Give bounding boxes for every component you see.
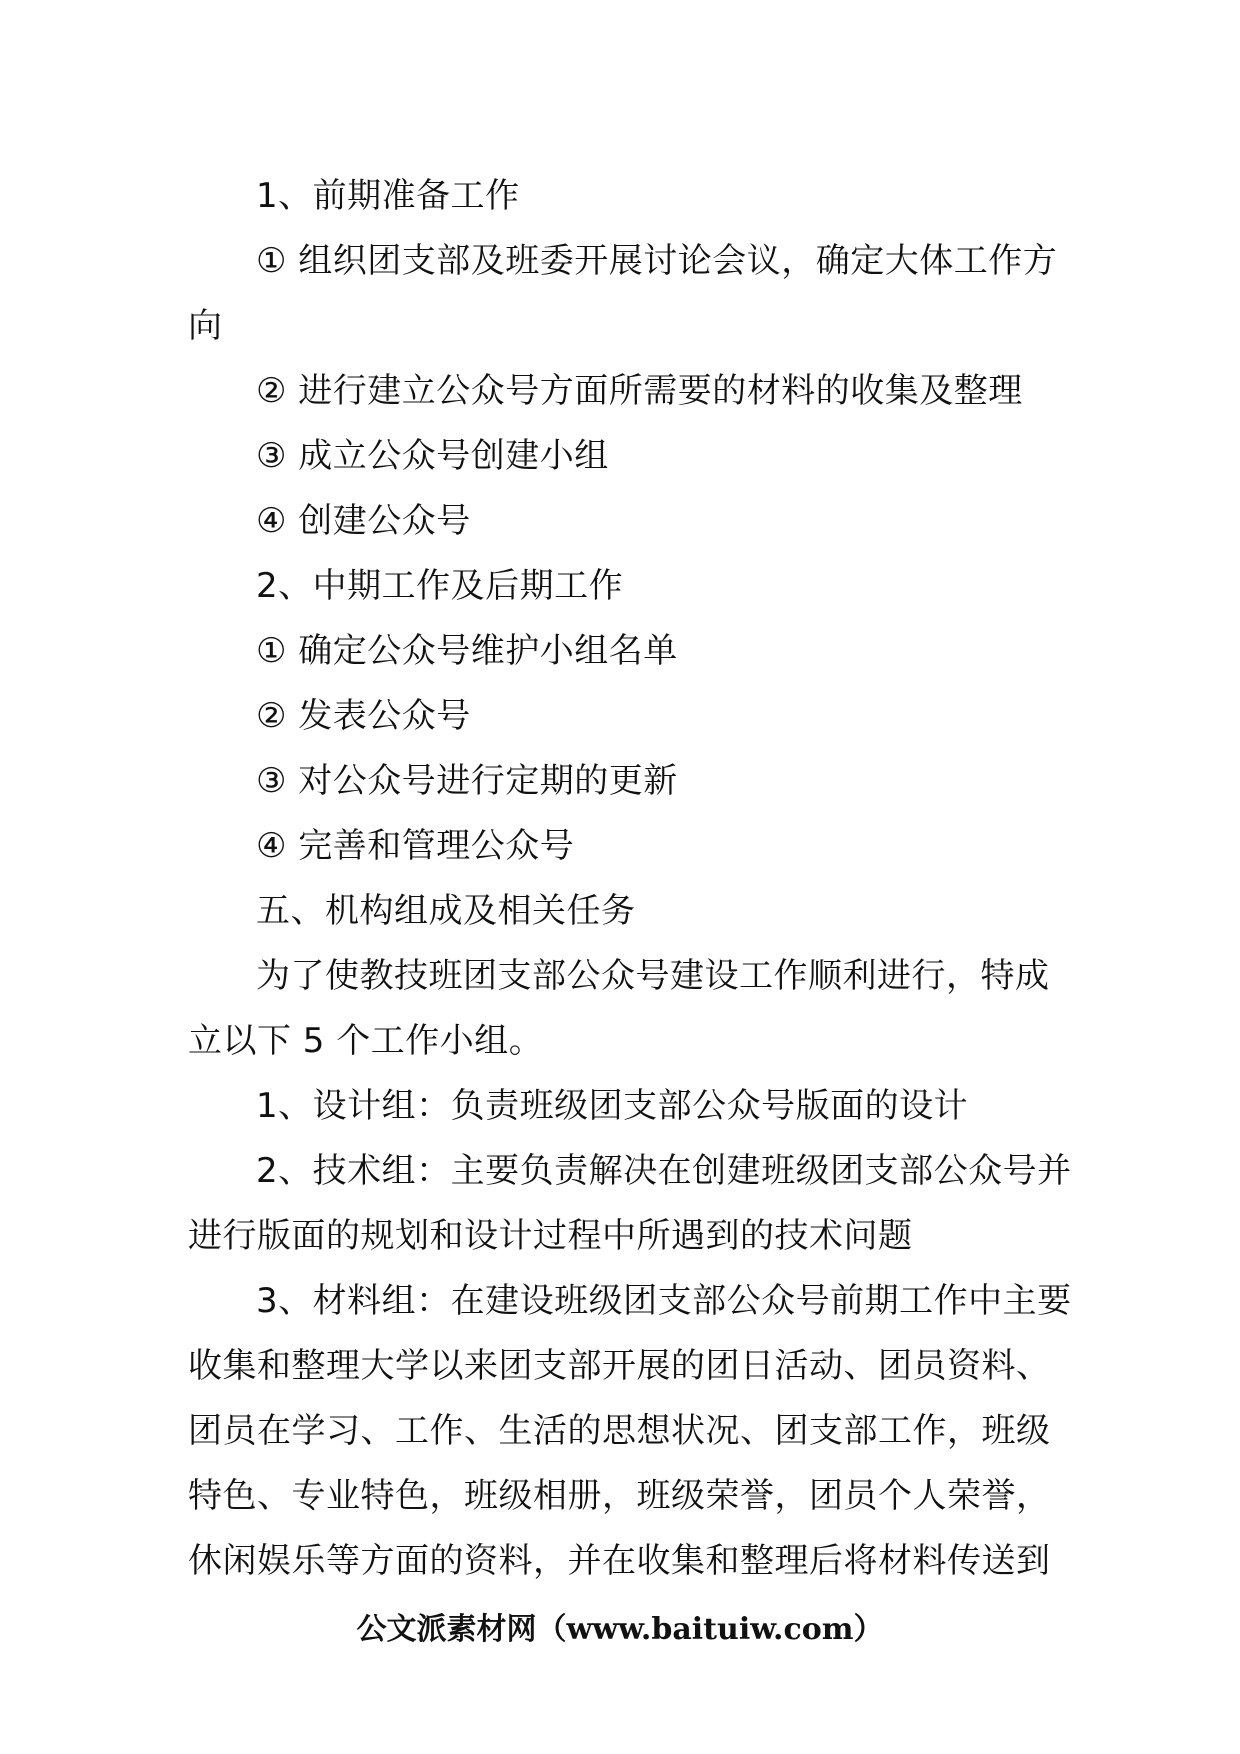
paragraph-line: 特色、专业特色，班级相册，班级荣誉，团员个人荣誉，: [188, 1476, 1051, 1516]
list-item: ③ 成立公众号创建小组: [256, 436, 609, 476]
list-item: ① 组织团支部及班委开展讨论会议，确定大体工作方: [256, 241, 1058, 281]
paragraph-line: 为了使教技班团支部公众号建设工作顺利进行，特成: [256, 956, 1050, 996]
list-item: ② 进行建立公众号方面所需要的材料的收集及整理: [256, 371, 1023, 411]
list-item: ④ 创建公众号: [256, 501, 471, 541]
group-item-tech: 2、技术组：主要负责解决在创建班级团支部公众号并: [256, 1151, 1072, 1191]
paragraph-line: 休闲娱乐等方面的资料，并在收集和整理后将材料传送到: [188, 1541, 1051, 1581]
group-item-design: 1、设计组：负责班级团支部公众号版面的设计: [256, 1086, 969, 1126]
heading-preparation: 1、前期准备工作: [256, 176, 520, 216]
paragraph-line: 进行版面的规划和设计过程中所遇到的技术问题: [188, 1216, 913, 1256]
list-item: ④ 完善和管理公众号: [256, 826, 575, 866]
footer-watermark: 公文派素材网（www.baituiw.com）: [356, 1612, 884, 1647]
group-item-material: 3、材料组：在建设班级团支部公众号前期工作中主要: [256, 1281, 1072, 1321]
list-item: ① 确定公众号维护小组名单: [256, 631, 678, 671]
document-body: [188, 164, 1072, 1594]
heading-midterm-work: 2、中期工作及后期工作: [256, 566, 624, 606]
paragraph-line: 团员在学习、工作、生活的思想状况、团支部工作，班级: [188, 1411, 1051, 1451]
section-heading: 五、机构组成及相关任务: [256, 891, 636, 931]
list-item-continuation: 向: [188, 306, 223, 346]
list-item: ③ 对公众号进行定期的更新: [256, 761, 678, 801]
list-item: ② 发表公众号: [256, 696, 471, 736]
paragraph-line: 立以下 5 个工作小组。: [188, 1021, 544, 1061]
paragraph-line: 收集和整理大学以来团支部开展的团日活动、团员资料、: [188, 1346, 1051, 1386]
